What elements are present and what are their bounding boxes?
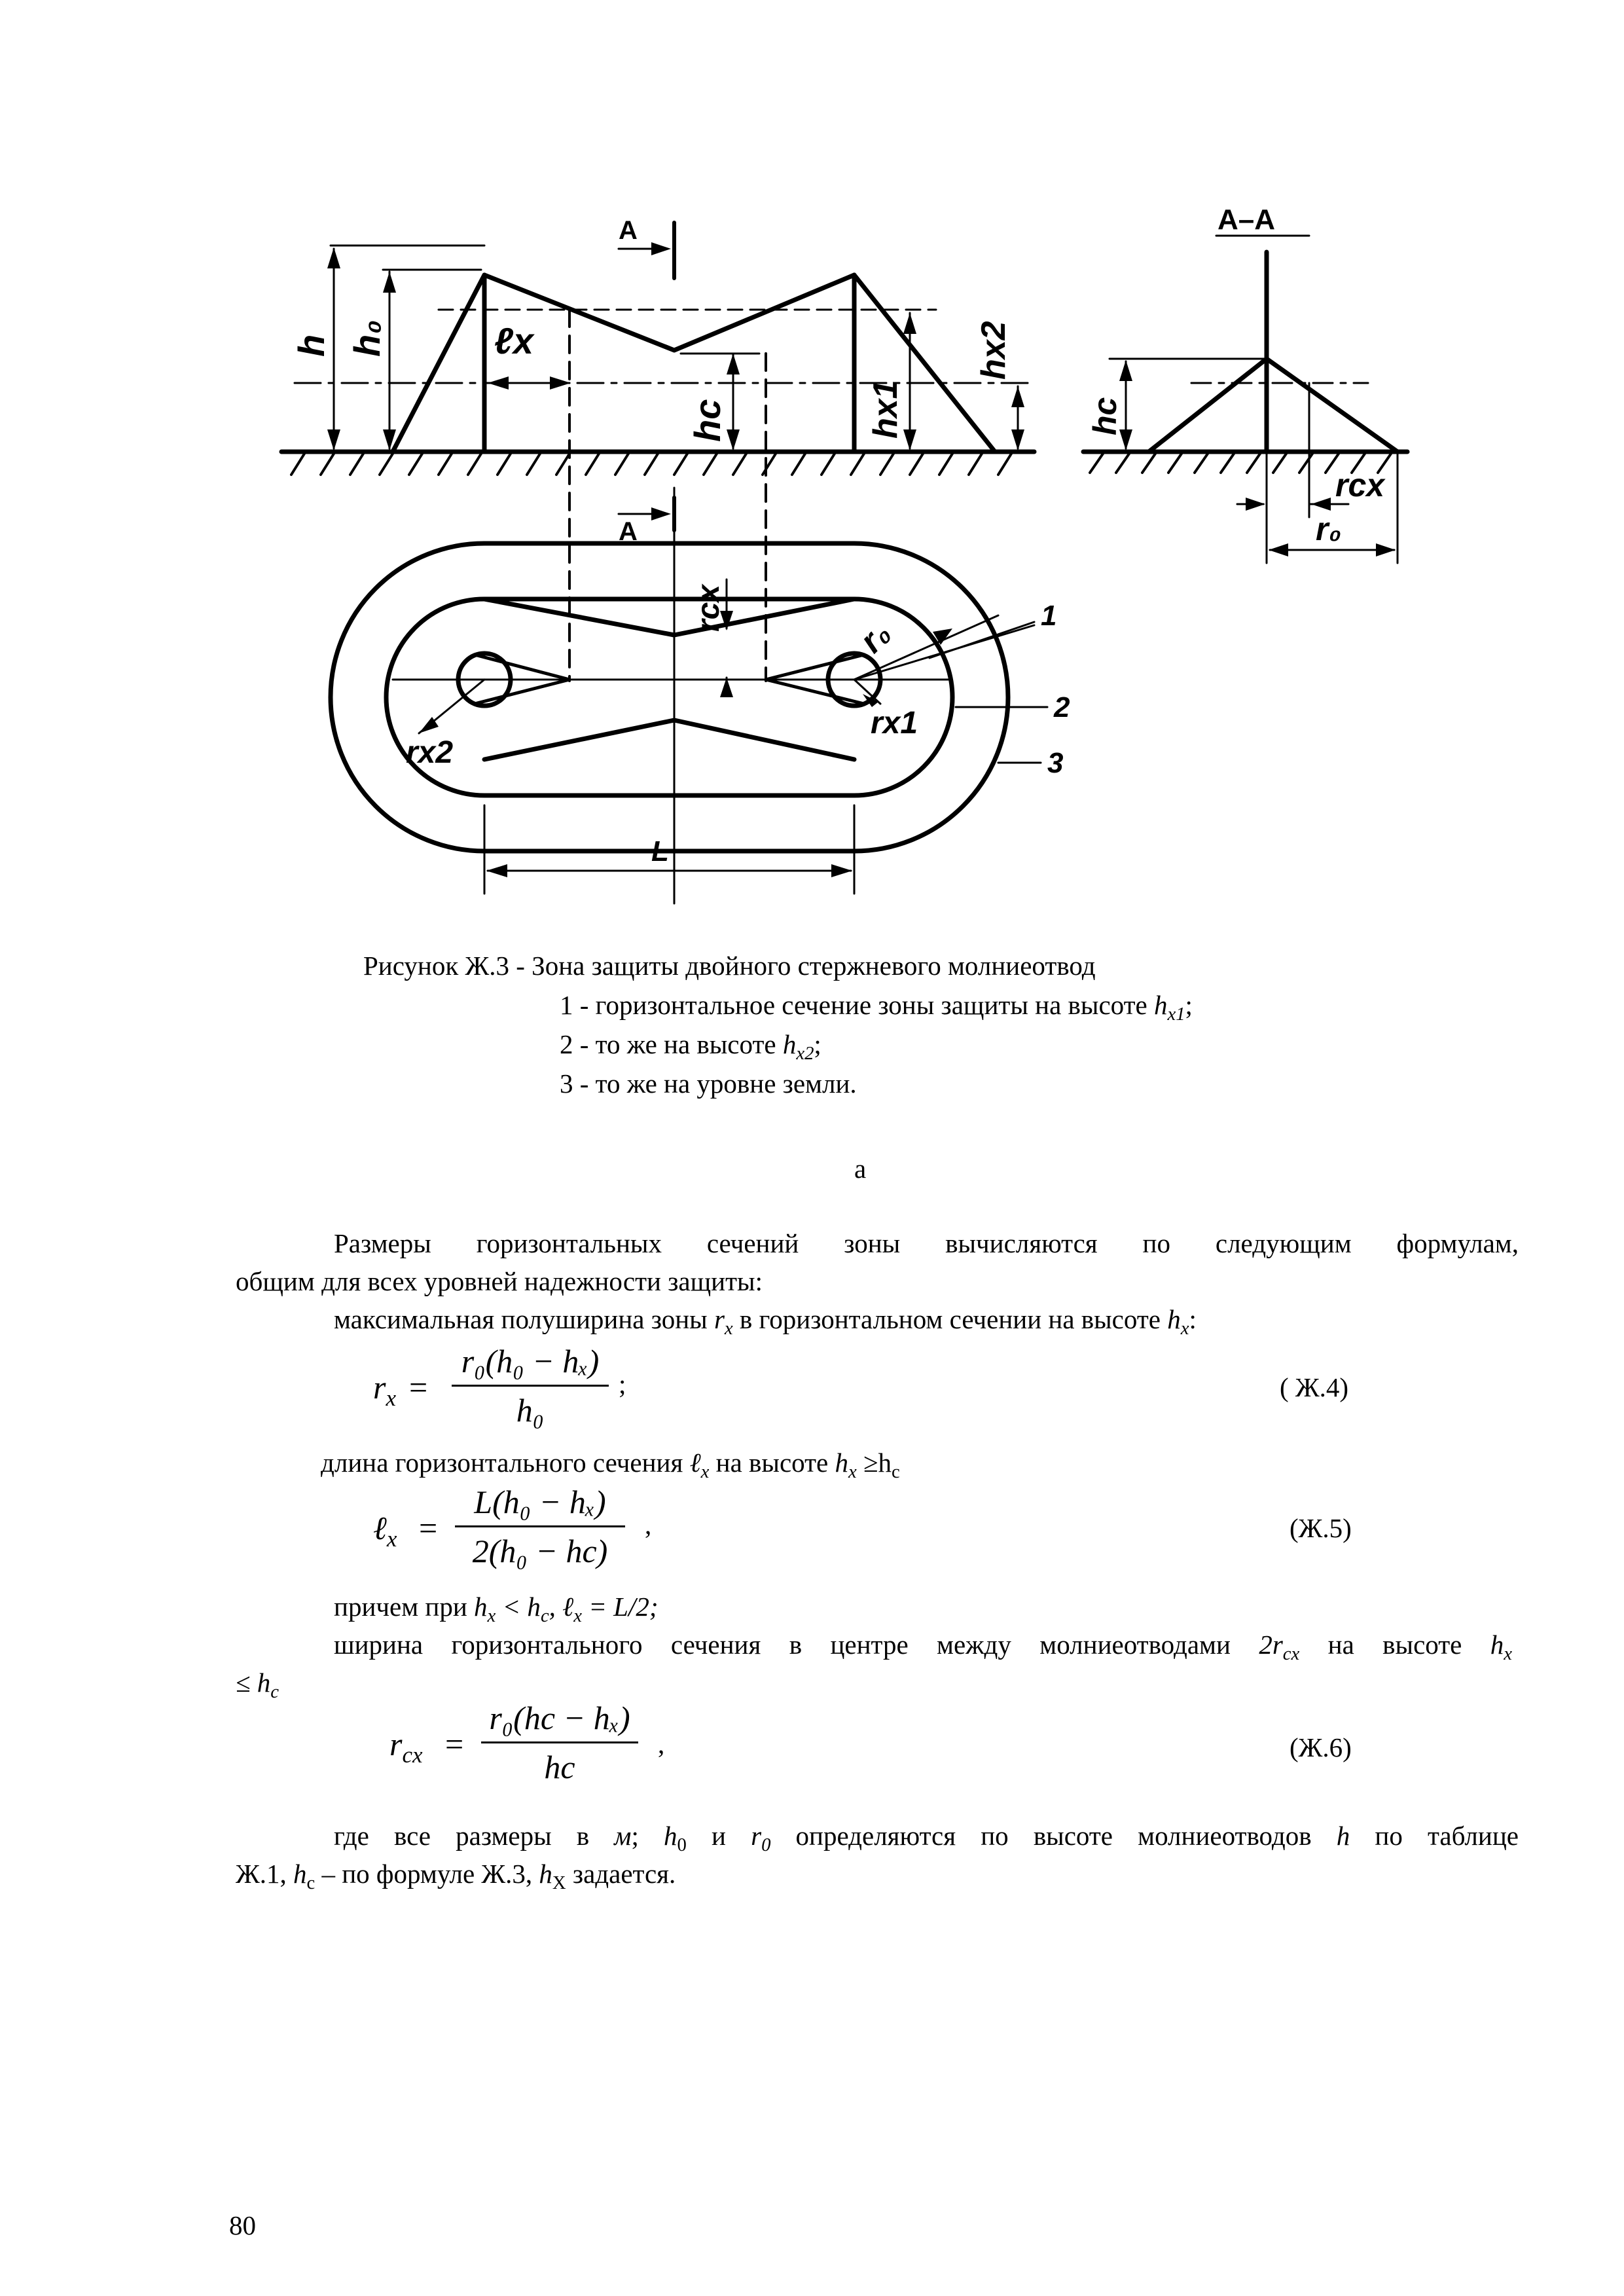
figure-sub-label: а (854, 1154, 867, 1184)
label-rx1: rx1 (871, 706, 918, 740)
formula-zh6-number: (Ж.6) (1290, 1732, 1352, 1762)
zone-hx2-bottom (484, 720, 854, 759)
zone-hx2-top (484, 599, 854, 635)
callout-2: 2 (1054, 691, 1070, 723)
label-h: h (291, 334, 332, 357)
label-section-top: A (619, 216, 638, 245)
line-condition: причем при $h_x < h_c$, ℓ$_x$ = L/2; (334, 1592, 659, 1627)
formula-zh4-number: ( Ж.4) (1280, 1372, 1349, 1402)
line-rcx-description: ширина горизонтального сечения в центре между молниеотводами $2r_{cx}$ на высоте $h_x$ (334, 1630, 1512, 1665)
formula-zh5-lhs: ℓ$_x$ (373, 1510, 397, 1552)
label-hx1: hx1 (867, 380, 905, 439)
section-zone (1149, 359, 1398, 452)
formula-zh6-tail: , (658, 1729, 665, 1759)
label-rcx-plan: rcx (691, 584, 726, 632)
label-hc: hc (687, 399, 728, 442)
formula-zh4-fraction-bar (452, 1385, 609, 1387)
formula-zh6-numerator: r₀(hc − hₓ) (489, 1700, 630, 1736)
paragraph-2-line-1: где все размеры в м; $h_0$ и $r_0$ определяются по высоте молниеотводов h по таблице (334, 1821, 1519, 1856)
label-section-bottom: A (619, 517, 638, 546)
label-r0-section: r₀ (1316, 511, 1342, 547)
formula-zh5-tail: , (645, 1510, 652, 1540)
line-rx-description: максимальная полуширина зоны $r_x$ в горизонтальном сечении на высоте $h_x$: (334, 1304, 1197, 1339)
formula-zh5-number: (Ж.5) (1290, 1513, 1352, 1543)
label-rx2: rx2 (406, 735, 454, 770)
formula-zh6-fraction-bar (481, 1741, 638, 1743)
label-rcx-section: rcx (1335, 467, 1385, 503)
formula-zh5-numerator: L(h₀ − hₓ) (474, 1484, 606, 1520)
formula-zh6-lhs: $r_{cx}$ (389, 1726, 423, 1768)
label-hc-section: hc (1087, 397, 1123, 435)
line-rcx-continuation: ≤ $h_c$ (236, 1667, 279, 1703)
formula-zh5-fraction-bar (455, 1525, 625, 1527)
formula-zh4-equals: = (409, 1369, 428, 1406)
callout-1: 1 (1041, 600, 1057, 632)
formula-zh4-denominator: h₀ (516, 1392, 545, 1429)
figure-caption-item-3: 3 - то же на уровне земли. (560, 1068, 857, 1099)
paragraph-1-line-1: Размеры горизонтальных сечений зоны вычисляются по следующим формулам, (334, 1228, 1519, 1258)
label-L: L (651, 835, 669, 867)
figure-caption-title: Рисунок Ж.3 - Зона защиты двойного стержневого молниеотвод (363, 951, 1096, 981)
formula-zh6-equals: = (445, 1726, 464, 1762)
zone-ground-outline (331, 543, 1008, 851)
formula-zh6-denominator: hc (544, 1749, 575, 1785)
formula-zh4-tail: ; (619, 1369, 626, 1399)
paragraph-1-line-2: общим для всех уровней надежности защиты: (236, 1266, 763, 1296)
figure-caption-item-2: 2 - то же на высоте $h_{x2}$; (560, 1029, 821, 1065)
ground-hatching (291, 454, 1011, 475)
label-section-title: A–A (1218, 204, 1276, 236)
formula-zh4-numerator: r₀(h₀ − hₓ) (461, 1343, 600, 1379)
label-hx2: hx2 (975, 321, 1013, 380)
formula-zh5-equals: = (419, 1510, 438, 1546)
label-h0: h₀ (346, 319, 388, 357)
lightning-protection-zone-figure (0, 0, 1624, 943)
label-r0-plan: r₀ (852, 614, 899, 661)
figure-caption-item-1: 1 - горизонтальное сечение зоны защиты на высоте $h_{x1}$; (560, 990, 1193, 1025)
label-lx: ℓx (494, 320, 534, 361)
callout-3: 3 (1047, 747, 1064, 779)
formula-zh5-denominator: 2(h₀ − hc) (472, 1533, 608, 1569)
page-number: 80 (229, 2210, 256, 2240)
formula-zh4-lhs: $r_x$ (373, 1369, 397, 1411)
line-lx-description: длина горизонтального сечения ℓ$_x$ на высоте $h_x \ge h_c$ (321, 1448, 900, 1483)
paragraph-2-line-2: Ж.1, $h_c$ – по формуле Ж.3, $h_X$ задается. (236, 1859, 676, 1894)
